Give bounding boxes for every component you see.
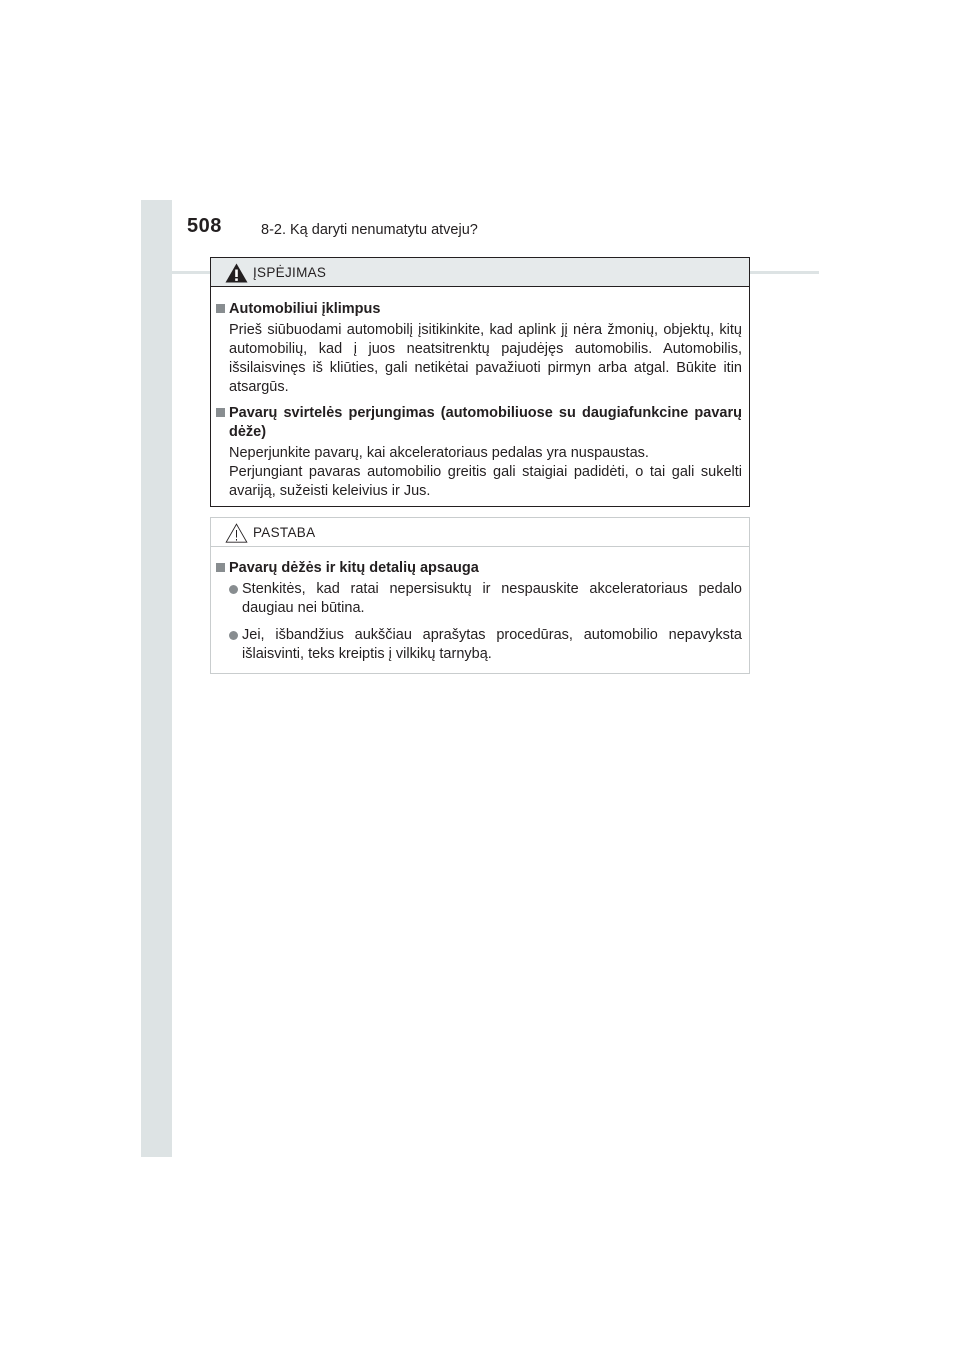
note-bullet — [216, 626, 742, 664]
round-bullet-icon — [229, 585, 238, 594]
note-bullet — [216, 580, 742, 618]
side-band — [141, 200, 172, 1157]
note-item-title — [216, 559, 742, 578]
note-item-title-text: Pavarų dėžės ir kitų detalių apsauga — [229, 560, 479, 576]
page-number: 508 — [187, 215, 222, 237]
warning-item-title-text: Automobiliui įklimpus — [229, 301, 381, 317]
warning-box — [210, 257, 750, 507]
note-bullet-text: Jei, išbandžius aukščiau aprašytas procedūras, automobilio nepavyksta išlaisvinti, teks kreiptis į vilkikų tarnybą. — [242, 627, 742, 662]
note-label: PASTABA — [253, 525, 316, 540]
warning-item-text: Prieš siūbuodami automobilį įsitikinkite, kad aplink jį nėra žmonių, objektų, kitų automobilių, kad į juos neatsitrenktų pajudėjęs automobilis. Automobilis, išsilaisvinęs iš kliūties, gali netikėtai pavažiuoti pirmyn arba atgal. Būkite itin atsargūs. — [229, 322, 742, 395]
warning-item-title — [216, 300, 742, 319]
round-bullet-icon — [229, 631, 238, 640]
warning-header — [211, 258, 749, 287]
warning-item-title-text: Pavarų svirtelės perjungimas (automobiliuose su daugiafunkcine pavarų dėže) — [229, 405, 742, 440]
section-title: 8-2. Ką daryti nenumatytu atveju? — [261, 222, 478, 238]
warning-label: ĮSPĖJIMAS — [253, 265, 327, 280]
warning-item-text: Neperjunkite pavarų, kai akceleratoriaus pedalas yra nuspaustas. — [229, 445, 649, 461]
note-bullet-text: Stenkitės, kad ratai nepersisuktų ir nespauskite akceleratoriaus pedalo daugiau nei būtina. — [242, 581, 742, 616]
square-bullet-icon — [216, 563, 225, 572]
note-box — [210, 517, 750, 674]
note-body — [216, 559, 742, 664]
square-bullet-icon — [216, 408, 225, 417]
warning-body — [216, 300, 742, 501]
warning-item-text: Perjungiant pavaras automobilio greitis gali staigiai padidėti, o tai gali sukelti avariją, sužeisti keleivius ir Jus. — [229, 464, 742, 499]
caution-outline-triangle-icon — [225, 523, 248, 543]
note-header — [211, 518, 749, 547]
square-bullet-icon — [216, 304, 225, 313]
warning-item-title — [216, 404, 742, 442]
warning-triangle-icon — [225, 263, 248, 283]
